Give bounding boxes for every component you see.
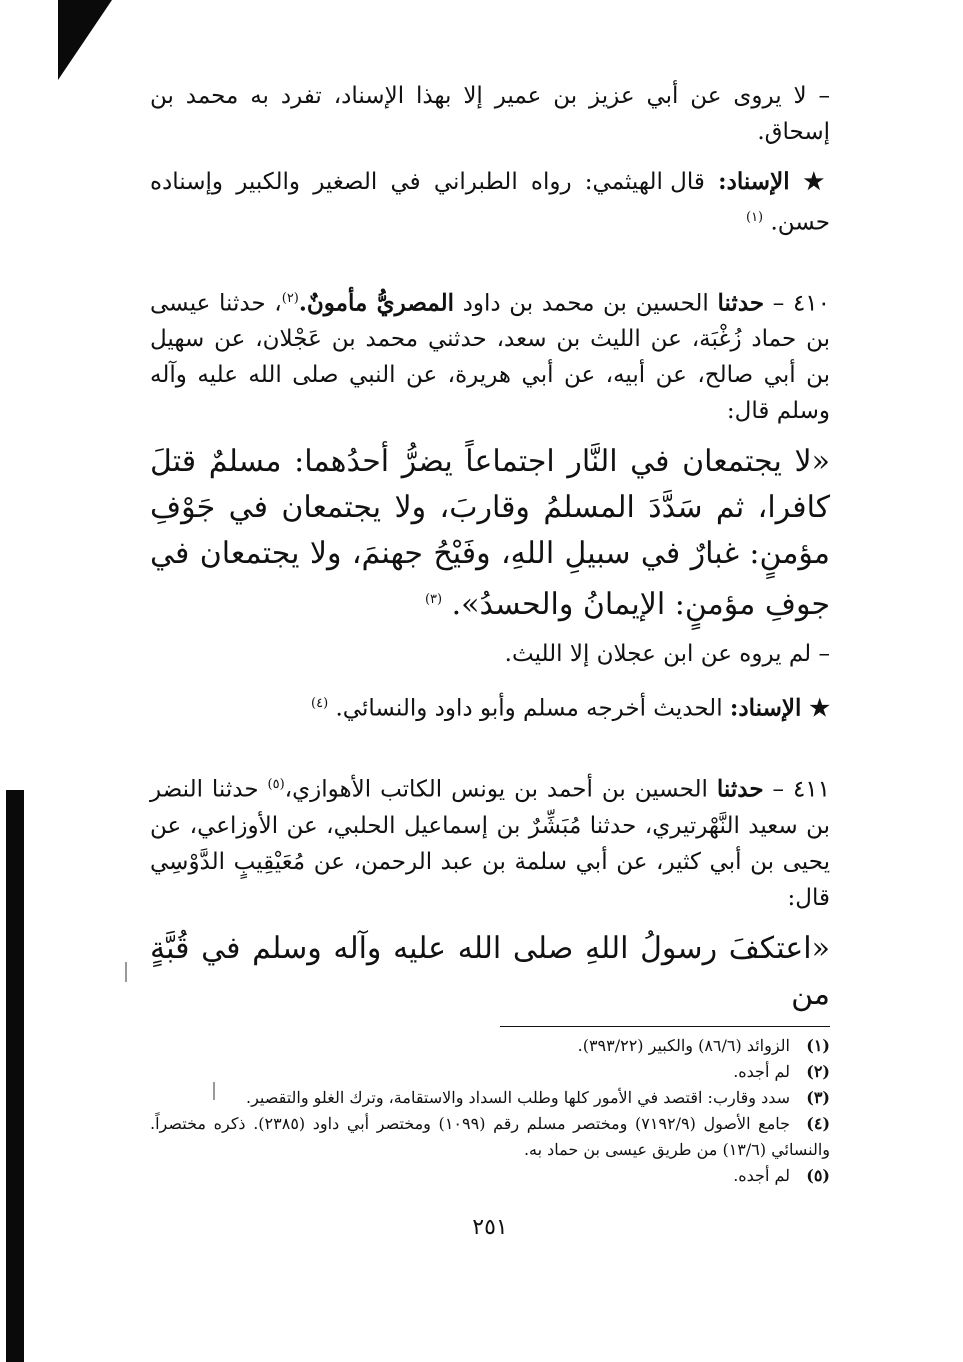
hadith-411-chain: ٤١١ – حدثنا الحسين بن أحمد بن يونس الكاتب الأهوازي،$^{(٥)}$ حدثنا النضر بن سعيد النَّهْرتيري، حدثنا مُبَشِّرٌ بن إسماعيل الحلبي، عن الأوزاعي، عن يحيى بن أبي كثير، عن أبي سلمة بن عبد الرحمن، عن مُعَيْقِيبٍ الدَّوْسِي قال: [150, 775, 830, 911]
hadith-410-matn: «لا يجتمعان في النَّار اجتماعاً يضرُّ أحدُهما: مسلمٌ قتلَ كافرا، ثم سَدَّدَ المسلمُ وقاربَ، ولا يجتمعان في جَوْفِ مؤمنٍ: غبارٌ في سبيلِ اللهِ، وفَيْحُ جهنمَ، ولا يجتمعان في جوفِ مؤمنٍ: الإيمانُ والحسدُ». $^{(٣)}$ [150, 444, 830, 623]
isnad-label: ★ الإسناد: [729, 694, 830, 722]
paragraph-note-409: – لا يروى عن أبي عزيز بن عمير إلا بهذا الإسناد، تفرد به محمد بن إسحاق. [150, 83, 830, 145]
footnote-separator [500, 1026, 830, 1027]
paragraph-isnad-409: ★ الإسناد: قال الهيثمي: رواه الطبراني في الصغير والكبير وإسناده حسن. $^{(١)}$ [150, 168, 831, 236]
footnote: (٣)سدد وقارب: اقتصد في الأمور كلها وطلب السداد والاستقامة، وترك الغلو والتقصير. [245, 1087, 830, 1107]
page-number: ٢٥١ [472, 1214, 508, 1240]
note-410: – لم يروه عن ابن عجلان إلا الليث. [504, 641, 830, 668]
footnote-ref: (١) [745, 210, 764, 225]
isnad-label: ★ الإسناد: [718, 168, 831, 195]
footnote-ref: (٢) [281, 290, 299, 306]
hadith-410-chain: ٤١٠ – حدثنا الحسين بن محمد بن داود المصريُّ مأمونٌ.$^{(٢)}$، حدثنا عيسى بن حماد زُغْبَة، عن الليث بن سعد، حدثني محمد بن عَجْلان، عن سهيل بن أبي صالح، عن أبيه، عن أبي هريرة، عن النبي صلى الله عليه وآله وسلم قال: [150, 289, 830, 425]
scan-corner-shadow [0, 0, 160, 90]
footnote: (٤)جامع الأصول (٧١٩٢/٩) ومختصر مسلم رقم (١٠٩٩) ومختصر أبي داود (٢٣٨٥). ذكره مختصراً. والنسائي (١٣/٦) من طريق عيسى بن حماد به. [150, 1113, 831, 1159]
scan-speck [125, 962, 127, 982]
hadith-411-matn: «اعتكفَ رسولُ اللهِ صلى الله عليه وآله وسلم في قُبَّةٍ من [150, 930, 830, 1012]
footnote: (٢)لم أجده. [733, 1061, 830, 1081]
footnote-ref: (٥) [267, 776, 285, 792]
scan-edge-shadow [6, 790, 24, 1362]
footnote: (٥)لم أجده. [733, 1165, 830, 1185]
hadith-number: ٤١٠ – [772, 290, 830, 317]
hadith-number: ٤١١ – [772, 776, 830, 803]
footnote-ref: (٤) [311, 696, 329, 712]
footnotes [150, 1033, 830, 1189]
footnote: (١)الزوائد (٨٦/٦) والكبير (٣٩٣/٢٢). [577, 1035, 830, 1055]
document-page [150, 78, 830, 1240]
footnote-ref: (٣) [424, 592, 443, 608]
isnad-410: ★ الإسناد: الحديث أخرجه مسلم وأبو داود والنسائي. $^{(٤)}$ [311, 694, 830, 722]
